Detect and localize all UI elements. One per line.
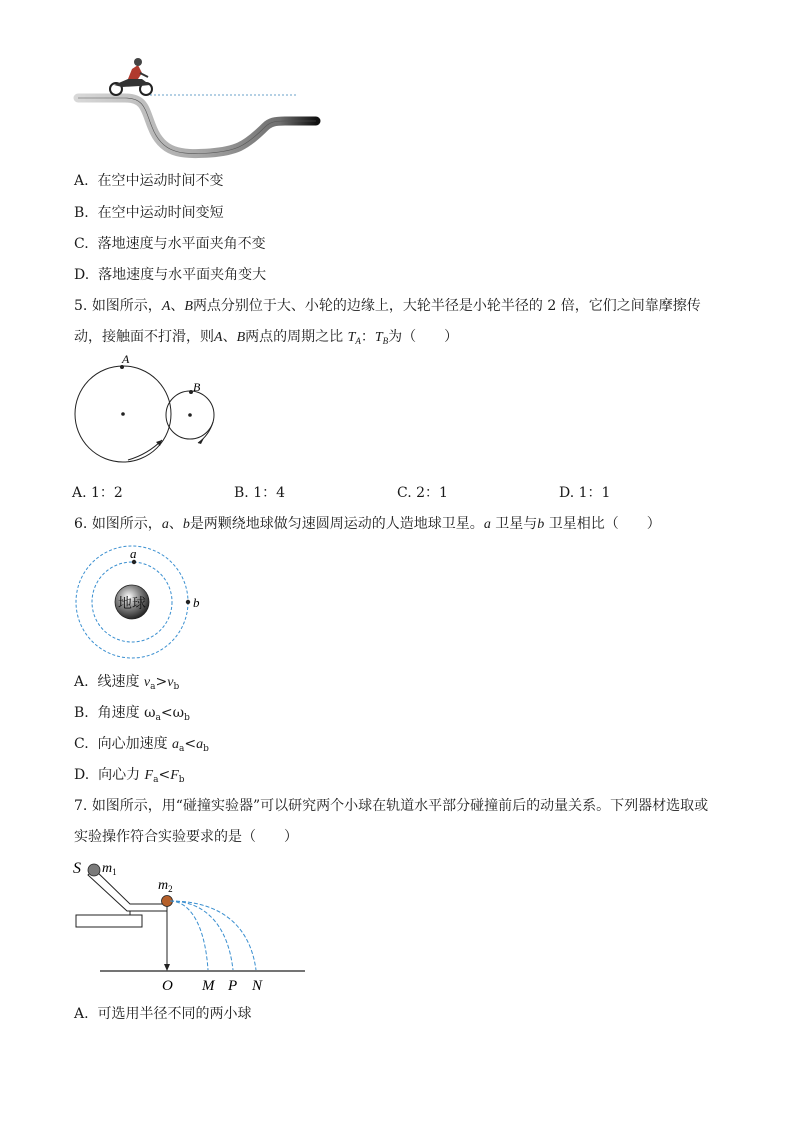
q6-option-d[interactable]: D. 向心力 $F_a<F_b$ xyxy=(74,767,185,785)
q5-option-b[interactable]: B. 1：4 xyxy=(234,485,286,501)
q6-option-b[interactable]: B. 角速度 $\omega_a<\omega_b$ xyxy=(74,705,190,723)
q4-option-c[interactable]: C. 落地速度与水平面夹角不变 xyxy=(74,236,266,252)
label-m: M xyxy=(202,978,215,994)
label-s: S xyxy=(73,860,81,877)
motorcycle-track-figure xyxy=(70,55,330,165)
earth-label: 地球 xyxy=(118,596,146,612)
q5-stem-line2: 动，接触面不打滑，则A、B两点的周期之比 $T_A$：$T_B$为（ ） xyxy=(74,329,459,346)
ramp xyxy=(88,869,167,911)
trajectory-p xyxy=(170,901,233,970)
ball-m1 xyxy=(88,864,100,876)
base-block xyxy=(76,915,142,927)
q5-option-d[interactable]: D. 1：1 xyxy=(559,485,611,501)
q4-option-a[interactable]: A. 在空中运动时间不变 xyxy=(74,173,224,189)
label-a: A xyxy=(122,352,130,366)
label-o: O xyxy=(162,978,173,994)
q5-option-a[interactable]: A. 1：2 xyxy=(72,485,123,501)
q4-option-d[interactable]: D. 落地速度与水平面夹角变大 xyxy=(74,267,267,283)
q5-stem-line1: 5. 如图所示，A、B两点分别位于大、小轮的边缘上，大轮半径是小轮半径的 2 倍，它们之间靠摩擦传 xyxy=(74,298,701,314)
q7-stem-line2: 实验操作符合实验要求的是（ ） xyxy=(74,829,298,845)
label-b: b xyxy=(193,595,200,610)
label-n: N xyxy=(252,978,263,994)
q6-option-a[interactable]: A. 线速度 $v_a>v_b$ xyxy=(74,674,180,692)
q7-option-a[interactable]: A. 可选用半径不同的两小球 xyxy=(74,1006,252,1022)
motorcycle-rider-icon xyxy=(110,58,152,95)
q6-stem: 6. 如图所示，a、b是两颗绕地球做匀速圆周运动的人造地球卫星。a 卫星与b 卫星相比（ ） xyxy=(74,516,661,532)
label-p: P xyxy=(228,978,238,994)
q6-option-c[interactable]: C. 向心加速度 $a_a<a_b$ xyxy=(74,736,209,754)
label-a: a xyxy=(130,546,137,561)
wheels-diagram xyxy=(70,352,250,462)
track xyxy=(78,98,316,154)
collision-apparatus-diagram xyxy=(70,855,315,995)
satellite-orbits-diagram xyxy=(72,542,212,657)
label-b: B xyxy=(193,380,201,394)
satellite-b xyxy=(186,600,190,604)
small-wheel-arrow xyxy=(198,422,213,443)
q5-option-c[interactable]: C. 2：1 xyxy=(397,485,448,501)
q4-option-b[interactable]: B. 在空中运动时间变短 xyxy=(74,205,224,221)
trajectory-n xyxy=(170,901,256,970)
label-m1: $m_1$ xyxy=(102,861,117,877)
q7-stem-line1: 7. 如图所示，用“碰撞实验器”可以研究两个小球在轨道水平部分碰撞前后的动量关系。下列器材选取或 xyxy=(74,798,709,814)
trajectory-m xyxy=(170,901,208,970)
label-m2: $m_2$ xyxy=(158,878,173,894)
